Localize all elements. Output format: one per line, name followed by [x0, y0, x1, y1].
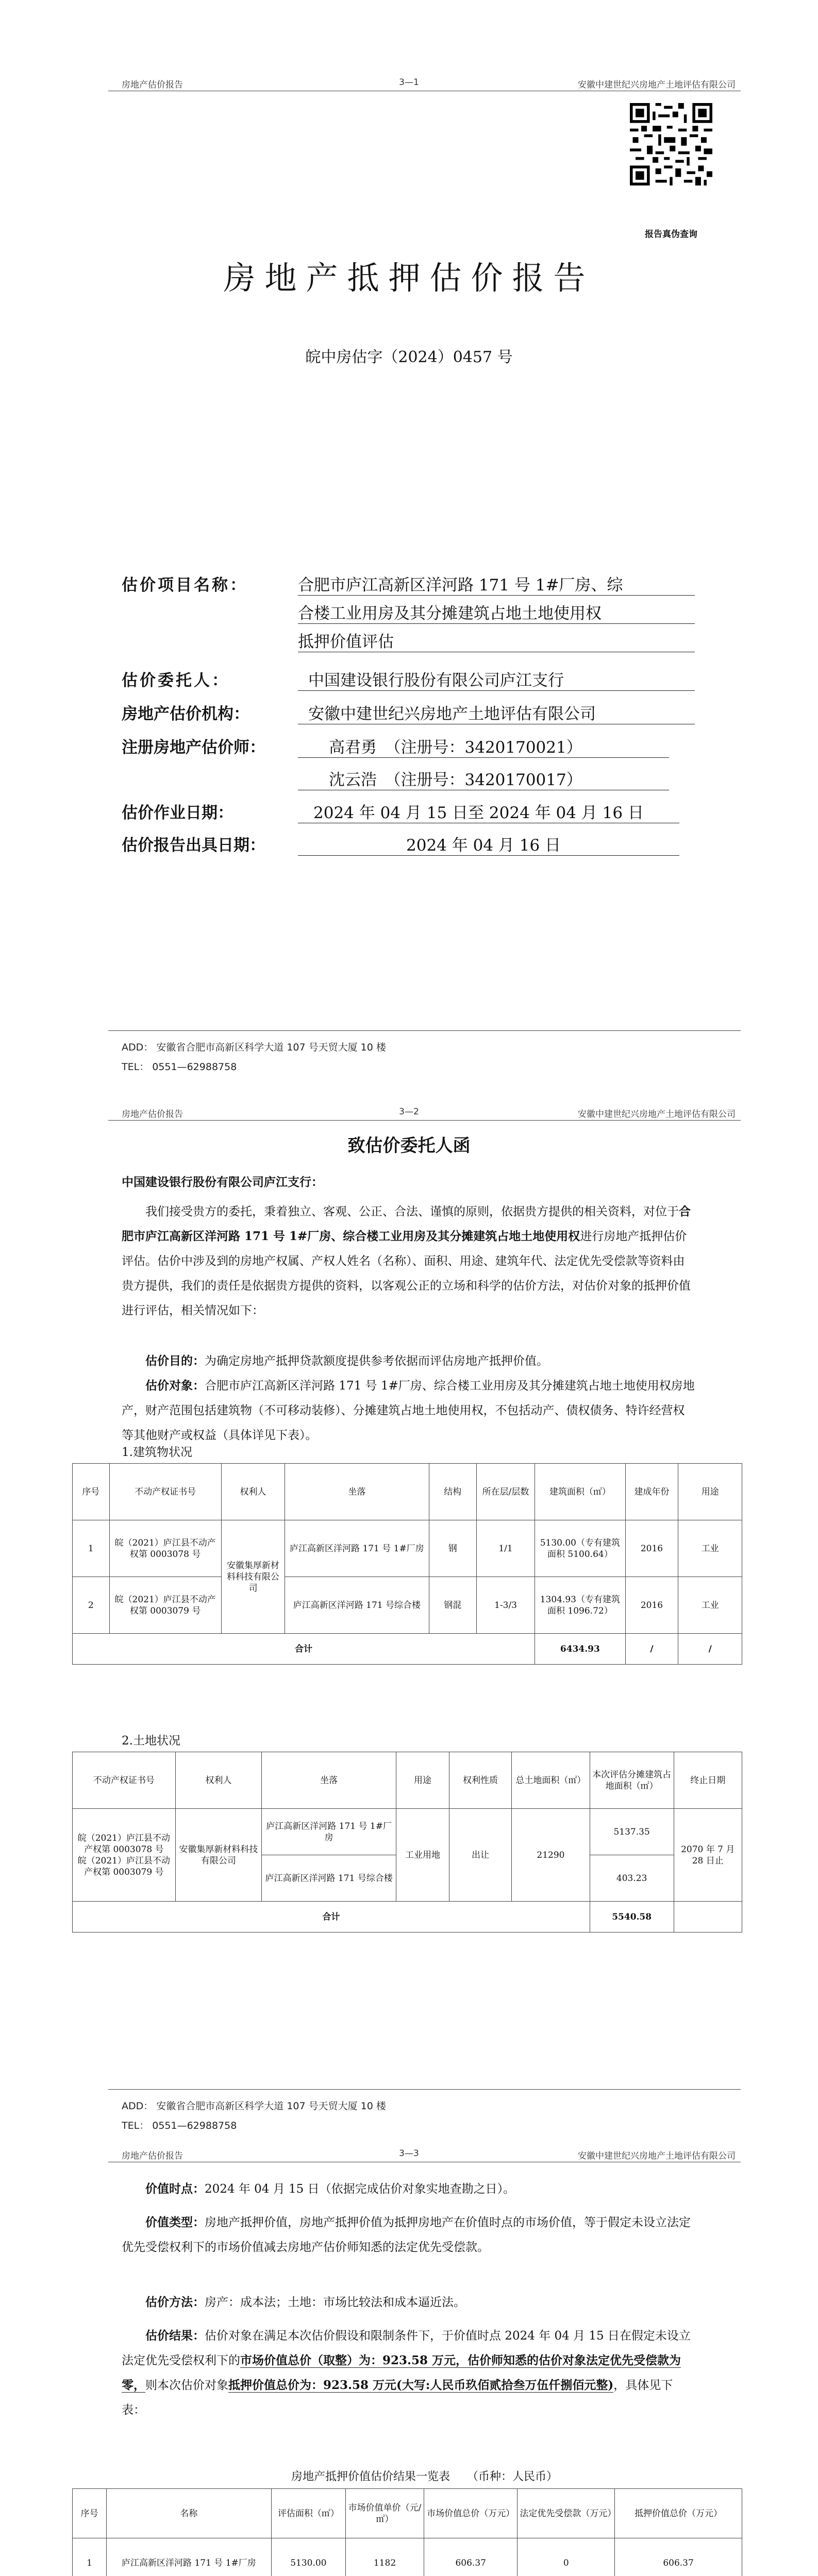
report-title: 房地产抵押估价报告	[223, 259, 595, 297]
label-agency: 房地产估价机构：	[122, 705, 249, 723]
footer-tel: TEL： 0551—62988758	[122, 1061, 237, 1073]
label-appraiser: 注册房地产估价师：	[122, 738, 265, 757]
footer-tel: TEL： 0551—62988758	[122, 2120, 237, 2131]
table-header-row: 序号 不动产权证书号 权利人 坐落 结构 所在层/层数 建筑面积（㎡） 建成年份 用途	[73, 1464, 742, 1520]
header-right: 安徽中建世纪兴房地产土地评估有限公司	[578, 2151, 736, 2161]
table-row: 1 皖（2021）庐江县不动产权第 0003078 号 安徽集厚新材料科技有限公司 庐江高新区洋河路 171 号 1#厂房 钢 1/1 5130.00（专有建筑面积 5100.64） 2016 工业	[73, 1520, 742, 1577]
table3-title: 房地产抵押价值估价结果一览表 （币种：人民币）	[291, 2470, 558, 2483]
table1-title: 1.建筑物状况	[122, 1446, 192, 1459]
owner-cell: 安徽集厚新材料科技有限公司	[221, 1520, 285, 1634]
qr-code-icon[interactable]	[630, 103, 712, 185]
page-header	[0, 77, 818, 93]
footer-address: ADD： 安徽省合肥市高新区科学大道 107 号天贸大厦 10 楼	[122, 1042, 386, 1053]
land-table	[72, 1752, 742, 1933]
table-row: 1 庐江高新区洋河路 171 号 1#厂房 5130.00 1182 606.37 0 606.37	[73, 2538, 742, 2576]
header-left: 房地产估价报告	[122, 2151, 183, 2161]
result-table	[72, 2488, 742, 2576]
header-left: 房地产估价报告	[122, 80, 183, 90]
value-appraiser-2: 沈云浩 （注册号：3420170017）	[298, 767, 669, 790]
letter-paragraph-1: 我们接受贵方的委托，秉着独立、客观、公正、合法、谨慎的原则，依据贵方提供的相关资料，对位于合肥市庐江高新区洋河路 171 号 1#厂房、综合楼工业用房及其分摊建筑占地土地使用权进行房地产抵押估价评估。估价中涉及到的房地产权属、产权人姓名（名称）、面积、用途、建筑年代、法定优先受偿款等资料由贵方提供，我们的责任是依据贵方提供的资料，以客观公正的立场和科学的估价方法，对估价对象的抵押价值进行评估，相关情况如下：	[122, 1205, 691, 1317]
footer-address: ADD： 安徽省合肥市高新区科学大道 107 号天贸大厦 10 楼	[122, 2100, 386, 2112]
letter-addressee: 中国建设银行股份有限公司庐江支行：	[122, 1175, 323, 1189]
header-left: 房地产估价报告	[122, 1109, 183, 1120]
report-number: 皖中房估字（2024）0457 号	[305, 348, 513, 366]
value-project-line-2: 合楼工业用房及其分摊建筑占地土地使用权	[298, 600, 695, 624]
value-appraiser-1: 高君勇 （注册号：3420170021）	[298, 734, 669, 758]
header-rule	[108, 1120, 741, 1121]
header-page-number: 3—3	[399, 2148, 419, 2159]
table-total-row: 合计 5540.58	[73, 1902, 742, 1933]
table-row: 2 皖（2021）庐江县不动产权第 0003079 号 庐江高新区洋河路 171 号综合楼 钢混 1-3/3 1304.93（专有建筑面积 1096.72） 2016 工业	[73, 1577, 742, 1634]
qr-caption: 报告真伪查询	[645, 229, 697, 240]
label-client: 估价委托人：	[122, 671, 230, 690]
value-type: 价值类型：房地产抵押价值，房地产抵押价值为抵押房地产在价值时点的市场价值，等于假定未设立法定优先受偿权利下的市场价值减去房地产估价师知悉的法定优先受偿款。	[122, 2215, 691, 2254]
label-issue-date: 估价报告出具日期：	[122, 836, 265, 855]
label-work-date: 估价作业日期：	[122, 804, 233, 822]
label-project-name: 估价项目名称：	[122, 576, 248, 595]
valuation-method: 估价方法：房产：成本法；土地：市场比较法和成本逼近法。	[145, 2295, 465, 2309]
letter-purpose: 估价目的：为确定房地产抵押贷款额度提供参考依据而评估房地产抵押价值。	[145, 1354, 548, 1368]
land-cert-cell: 皖（2021）庐江县不动产权第 0003078 号 皖（2021）庐江县不动产权第 0003079 号	[73, 1809, 176, 1902]
letter-title: 致估价委托人函	[347, 1136, 471, 1156]
value-work-date: 2024 年 04 月 15 日至 2024 年 04 月 16 日	[298, 800, 679, 823]
value-agency: 安徽中建世纪兴房地产土地评估有限公司	[298, 701, 695, 724]
value-client: 中国建设银行股份有限公司庐江支行	[298, 667, 695, 691]
table-header-row: 序号 名称 评估面积（㎡） 市场价值单价（元/㎡） 市场价值总价（万元） 法定优先受偿款（万元） 抵押价值总价（万元）	[73, 2489, 742, 2538]
letter-object: 估价对象：合肥市庐江高新区洋河路 171 号 1#厂房、综合楼工业用房及其分摊建筑占地土地使用权房地产，财产范围包括建筑物（不可移动装修）、分摊建筑占地土地使用权，不包括动产、债权债务、特许经营权等其他财产或权益（具体详见下表）。	[122, 1379, 695, 1442]
table-row: 皖（2021）庐江县不动产权第 0003078 号 皖（2021）庐江县不动产权第 0003079 号 安徽集厚新材料科技有限公司 庐江高新区洋河路 171 号 1#厂房 工业用地 出让 21290 5137.35 2070 年 7 月 28 日止	[73, 1809, 742, 1855]
value-project-line-3: 抵押价值评估	[298, 629, 695, 652]
value-project-line-1: 合肥市庐江高新区洋河路 171 号 1#厂房、综	[298, 572, 695, 596]
table-header-row: 不动产权证书号 权利人 坐落 用途 权利性质 总土地面积（㎡） 本次评估分摊建筑占地面积（㎡） 终止日期	[73, 1752, 742, 1809]
page-header	[0, 1107, 818, 1122]
header-right: 安徽中建世纪兴房地产土地评估有限公司	[578, 80, 736, 90]
header-page-number: 3—1	[399, 77, 419, 88]
header-page-number: 3—2	[399, 1107, 419, 1117]
value-issue-date: 2024 年 04 月 16 日	[298, 832, 679, 856]
value-date: 价值时点：2024 年 04 月 15 日（依据完成估价对象实地查勘之日）。	[145, 2182, 515, 2196]
building-table	[72, 1463, 742, 1665]
header-right: 安徽中建世纪兴房地产土地评估有限公司	[578, 1109, 736, 1120]
page-header	[0, 2148, 818, 2164]
table-total-row: 合计 6434.93 / /	[73, 1634, 742, 1665]
table2-title: 2.土地状况	[122, 1734, 180, 1748]
table-row: 庐江高新区洋河路 171 号综合楼 403.23	[73, 1855, 742, 1902]
valuation-result: 估价结果：估价对象在满足本次估价假设和限制条件下，于价值时点 2024 年 04 月 15 日在假定未设立法定优先受偿权利下的市场价值总价（取整）为：923.58 万元，估价师知悉的估价对象法定优先受偿款为零，则本次估价对象抵押价值总价为：923.58 万元(大写:人民币玖佰贰拾叁万伍仟捌佰元整)，具体见下表：	[122, 2329, 691, 2417]
